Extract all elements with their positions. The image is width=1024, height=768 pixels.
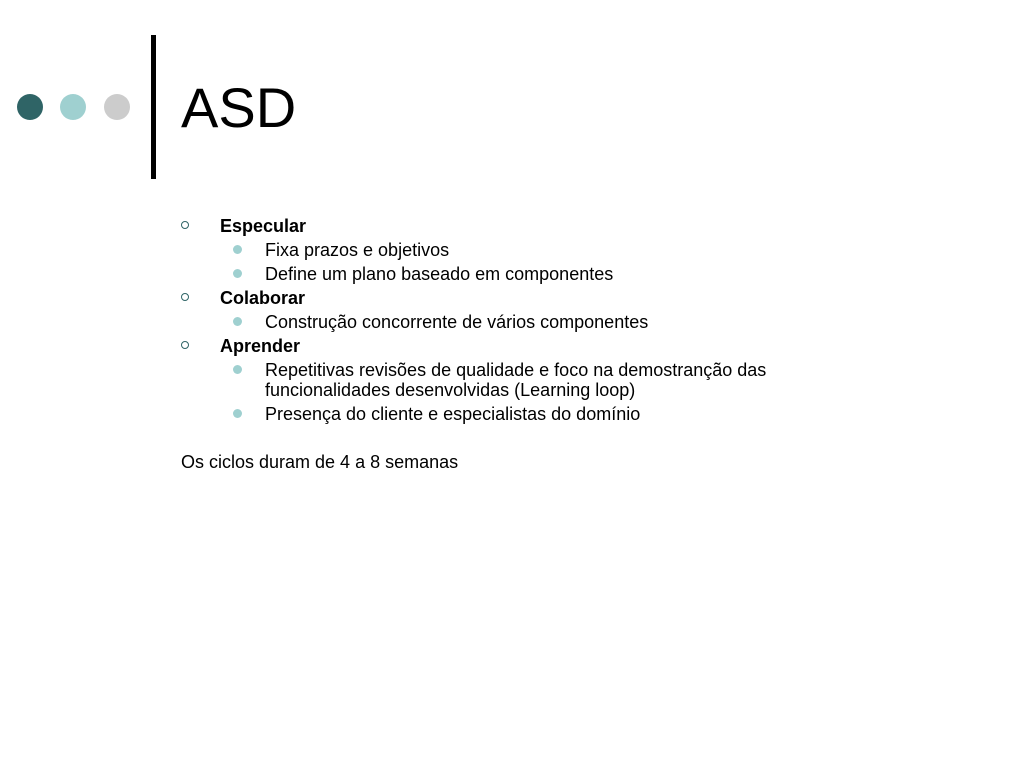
title-divider <box>151 35 156 179</box>
decorative-circle-dark <box>17 94 43 120</box>
slide-content <box>181 214 861 474</box>
bullet-heading-aprender <box>181 334 861 358</box>
bullet-heading-label: Especular <box>220 216 307 236</box>
sub-bullet <box>181 238 861 262</box>
sub-bullet-text: Repetitivas revisões de qualidade e foco na demostranção das funcionalidades desenvolvidas (Learning loop) <box>265 360 767 400</box>
ring-bullet-icon <box>181 293 189 301</box>
dot-bullet-icon <box>233 365 242 374</box>
dot-bullet-icon <box>233 245 242 254</box>
ring-bullet-icon <box>181 221 189 229</box>
sub-bullet <box>181 402 861 426</box>
dot-bullet-icon <box>233 269 242 278</box>
sub-bullet-text: Fixa prazos e objetivos <box>265 240 450 260</box>
bullet-heading-label: Colaborar <box>220 288 306 308</box>
sub-bullet-text: Construção concorrente de vários componentes <box>265 312 649 332</box>
slide-title: ASD <box>181 76 297 139</box>
sub-bullet-text: Presença do cliente e especialistas do domínio <box>265 404 641 424</box>
decorative-circle-light <box>60 94 86 120</box>
bullet-heading-especular <box>181 214 861 238</box>
sub-bullet-text: Define um plano baseado em componentes <box>265 264 614 284</box>
sub-bullet <box>181 310 861 334</box>
dot-bullet-icon <box>233 317 242 326</box>
decorative-circle-gray <box>104 94 130 120</box>
footer-note: Os ciclos duram de 4 a 8 semanas <box>181 452 459 472</box>
bullet-heading-colaborar <box>181 286 861 310</box>
ring-bullet-icon <box>181 341 189 349</box>
sub-bullet <box>181 262 861 286</box>
bullet-heading-label: Aprender <box>220 336 301 356</box>
dot-bullet-icon <box>233 409 242 418</box>
sub-bullet <box>181 358 861 402</box>
